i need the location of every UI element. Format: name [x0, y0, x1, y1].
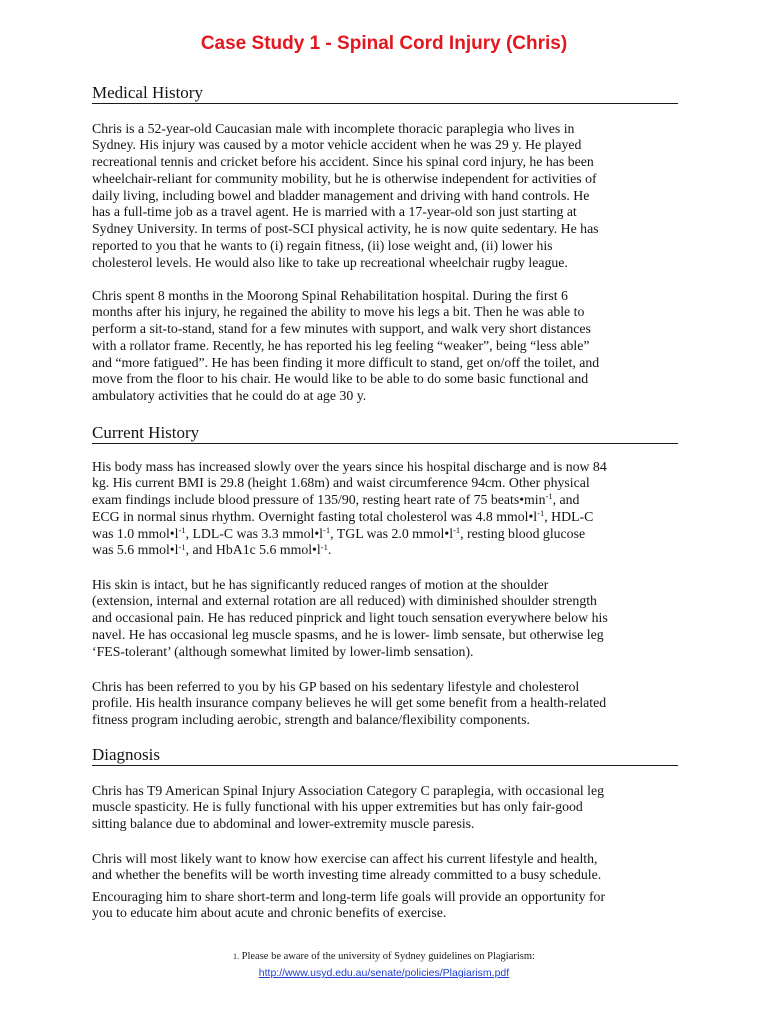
section-heading-diagnosis: Diagnosis: [92, 745, 678, 766]
footnote-text: Please be aware of the university of Sydney guidelines on Plagiarism:: [241, 951, 535, 962]
text-line: Chris is a 52-year-old Caucasian male with incomplete thoracic paraplegia who lives in: [92, 120, 575, 136]
text-line: [92, 492, 678, 509]
paragraph: [92, 288, 678, 406]
text-line: [92, 509, 678, 526]
text-line: and “more fatigued”. He has been finding it more difficult to stand, get on/off the toilet, and: [92, 354, 600, 370]
text-line: (extension, internal and external rotation are all reduced) with diminished shoulder strength: [92, 593, 597, 609]
superscript: -1: [453, 524, 461, 535]
superscript: -1: [320, 541, 328, 552]
text-line: Encouraging him to share short-term and long-term life goals will provide an opportunity for: [92, 888, 606, 904]
text-segment: was 1.0 mmol•l: [92, 525, 179, 541]
text-segment: , and HbA1c 5.6 mmol•l: [185, 542, 321, 558]
text-segment: .: [327, 542, 332, 558]
superscript: -1: [323, 524, 331, 535]
text-segment: ECG in normal sinus rhythm. Overnight fasting total cholesterol was 4.8 mmol•l: [92, 508, 538, 524]
text-segment: , resting blood glucose: [460, 525, 586, 541]
text-line: ‘FES-tolerant’ (although somewhat limited by lower-limb sensation).: [92, 643, 474, 659]
paragraph: [92, 121, 678, 272]
text-line: you to educate him about acute and chronic benefits of exercise.: [92, 905, 447, 921]
footnote: [0, 950, 768, 964]
text-line: sitting balance due to abdominal and lower-extremity muscle paresis.: [92, 816, 475, 832]
text-line: and occasional pain. He has reduced pinprick and light touch sensation everywhere below his: [92, 610, 608, 626]
text-line: His skin is intact, but he has significantly reduced ranges of motion at the shoulder: [92, 576, 549, 592]
text-line: has a full-time job as a travel agent. He is married with a 17-year-old son just starting at: [92, 204, 577, 220]
text-line: His body mass has increased slowly over the years since his hospital discharge and is now 84: [92, 458, 607, 474]
text-line: and whether the benefits will be worth investing time already committed to a busy schedule.: [92, 867, 602, 883]
text-line: fitness program including aerobic, strength and balance/flexibility components.: [92, 712, 530, 728]
text-line: Sydney. His injury was caused by a motor vehicle accident when he was 29 y. He played: [92, 137, 582, 153]
text-segment: , and: [552, 492, 580, 508]
text-segment: , TGL was 2.0 mmol•l: [330, 525, 454, 541]
section-heading-current-history: Current History: [92, 423, 678, 444]
superscript: -1: [537, 508, 545, 519]
paragraph: [92, 679, 678, 729]
superscript: -1: [178, 524, 186, 535]
text-segment: exam findings include blood pressure of 135/90, resting heart rate of 75 beats•min: [92, 492, 546, 508]
text-line: muscle spasticity. He is fully functional with his upper extremities but has only fair-good: [92, 799, 583, 815]
text-line: ambulatory activities that he could do at age 30 y.: [92, 388, 367, 404]
footnote-link-row: [0, 966, 768, 980]
text-line: Sydney University. In terms of post-SCI physical activity, he is now quite sedentary. He has: [92, 221, 599, 237]
text-line: move from the floor to his chair. He would like to be able to do some basic functional and: [92, 371, 589, 387]
superscript: -1: [178, 541, 186, 552]
text-segment: was 5.6 mmol•l: [92, 542, 179, 558]
text-line: cholesterol levels. He would also like to take up recreational wheelchair rugby league.: [92, 254, 568, 270]
text-segment: , HDL-C: [544, 508, 594, 524]
text-line: daily living, including bowel and bladder management and driving with hand controls. He: [92, 187, 590, 203]
text-line: months after his injury, he regained the ability to move his legs a bit. Then he was able to: [92, 304, 585, 320]
text-line: Chris has been referred to you by his GP based on his sedentary lifestyle and cholesterol: [92, 678, 580, 694]
text-line: [92, 526, 678, 543]
paragraph: [92, 459, 678, 560]
text-segment: , LDL-C was 3.3 mmol•l: [185, 525, 324, 541]
text-line: Chris has T9 American Spinal Injury Association Category C paraplegia, with occasional leg: [92, 782, 605, 798]
text-line: reported to you that he wants to (i) regain fitness, (ii) lose weight and, (ii) lower his: [92, 238, 553, 254]
text-line: [92, 542, 678, 559]
text-line: navel. He has occasional leg muscle spasms, and he is lower- limb sensate, but otherwise leg: [92, 626, 604, 642]
document-title: Case Study 1 - Spinal Cord Injury (Chris): [200, 33, 568, 54]
text-line: kg. His current BMI is 29.8 (height 1.68m) and waist circumference 94cm. Other physical: [92, 475, 590, 491]
text-line: with a rollator frame. Recently, he has reported his leg feeling “weaker”, being “less able”: [92, 337, 590, 353]
text-line: profile. His health insurance company believes he will get some benefit from a health-related: [92, 695, 607, 711]
text-line: perform a sit-to-stand, stand for a few minutes with support, and walk very short distances: [92, 321, 591, 337]
footnote-number: 1.: [233, 952, 239, 961]
text-line: wheelchair-reliant for community mobility, but he is otherwise independent for activities of: [92, 170, 597, 186]
plagiarism-policy-link[interactable]: http://www.usyd.edu.au/senate/policies/Plagiarism.pdf: [258, 967, 510, 979]
paragraph: [92, 851, 678, 885]
paragraph: [92, 889, 678, 923]
superscript: -1: [545, 491, 553, 502]
paragraph: [92, 783, 678, 833]
section-heading-medical-history: Medical History: [92, 83, 678, 104]
text-line: Chris will most likely want to know how exercise can affect his current lifestyle and health,: [92, 850, 598, 866]
text-line: recreational tennis and cricket before his accident. Since his spinal cord injury, he has been: [92, 154, 594, 170]
paragraph: [92, 577, 678, 661]
text-line: Chris spent 8 months in the Moorong Spinal Rehabilitation hospital. During the first 6: [92, 287, 568, 303]
